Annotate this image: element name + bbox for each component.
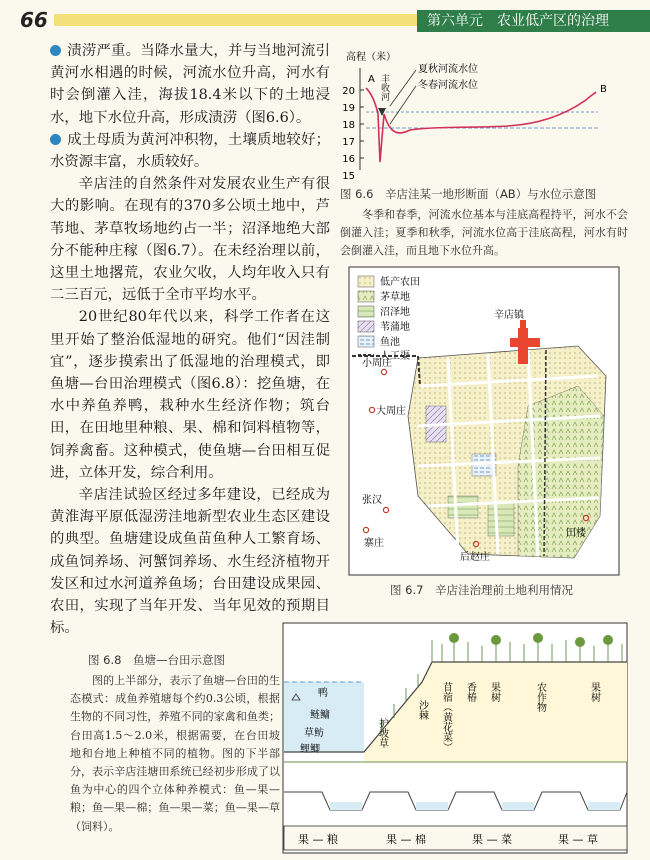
fig67-label-xindian: 辛店镇 — [494, 310, 524, 321]
fig67-legend-marsh: 沼泽地 — [380, 307, 410, 318]
fig68-label-grass-carp: 草鲂 — [304, 728, 324, 739]
paragraph-soil: 成土母质为黄河冲积物，土壤质地较好；水资源丰富，水质较好。 — [50, 131, 330, 171]
fig68-label-alfalfa: 苜蓿（黄花菜） — [440, 682, 452, 752]
fig67-label-houzhao: 后赵庄 — [460, 552, 490, 563]
fig67-label-xiaozhou: 小周庄 — [362, 358, 392, 369]
fig68-mode-fruit-cotton: 果 — 棉 — [386, 833, 426, 846]
fig67-label-zhaizhuang: 寨庄 — [364, 538, 384, 549]
fig66-label-b: B — [600, 84, 607, 95]
fig68-label-slope-grass: 护坡草 — [376, 718, 388, 748]
fig68-mode-fruit-grain: 果 — 粮 — [298, 833, 338, 846]
fig67-marsh-area-2 — [488, 502, 514, 536]
paragraph-waterlogging: 渍涝严重。当降水量大，并与当地河流引黄河水相遇的时候，河流水位升高，河水有时会倒灌入洼，海拔18.4米以下的土地浸水，地下水位升高，形成渍涝（图6.6）。 — [50, 43, 330, 126]
fig68-description: 图的上半部分，表示了鱼塘—台田的生态模式：成鱼养殖塘每个约0.3公顷，根据生物的不同习性，养殖不同的家禽和鱼类；台田高1.5～2.0米，根据需要，在台田坡地和台地上种植不同的植物。图的下半部分，表示辛店洼塘田系统已经初步形成了以鱼为中心的四个立体种养模式：鱼—果—粮；鱼—果—棉；鱼—果—菜；鱼—果—草（饲料）。 — [70, 674, 280, 833]
fig66-ylabel: 高程（米） — [346, 52, 396, 63]
fig66-tick-15: 15 — [342, 171, 355, 182]
fig68-mode-fruit-vegetable: 果 — 菜 — [472, 833, 512, 846]
header-band — [54, 14, 417, 26]
fig68-label-crops: 农作物 — [534, 682, 546, 712]
fig68-label-fruit-tree-1: 果树 — [488, 682, 500, 702]
fig66-label-a: A — [368, 74, 375, 85]
fig68-label-seabuckthorn: 沙棘 — [416, 700, 428, 720]
fig66-legend-summer: 夏秋河流水位 — [418, 64, 478, 75]
paragraph-research: 20世纪80年代以来，科学工作者在这里开始了整治低湿地的研究。他们“因洼制宜”，逐步摸索出了低湿地的治理模式，即鱼塘—台田治理模式（图6.8）：挖鱼塘，在水中养鱼养鸭，栽种水生经济作物；筑台田，在田地里种粮、果、棉和饲料植物等，饲养禽畜。这种模式，使鱼塘—台田相互促进，立体开发，综合利用。 — [50, 309, 330, 481]
fig67-legend-grass: 茅草地 — [380, 292, 410, 303]
fig66-tick-19: 19 — [342, 103, 355, 114]
unit-title: 第六单元 农业低产区的治理 — [417, 10, 650, 32]
fig66-tick-20: 20 — [342, 86, 355, 97]
paragraph-results: 辛店洼试验区经过多年建设，已经成为黄淮海平原低湿涝洼地新型农业生态区建设的典型。鱼塘建设成鱼苗鱼种人工繁育场、成鱼饲养场、河蟹饲养场、水生经济植物开发区和过水河道养鱼场；台田建设成果园、农田，实现了当年开发、当年见效的预期目标。 — [50, 487, 330, 637]
fig66-tick-18: 18 — [342, 120, 355, 131]
fig68-mode-fruit-grass: 果 — 草 — [558, 833, 598, 846]
fig67-legend-canal: 人工渠 — [380, 351, 410, 362]
fig67-marsh-area-1 — [448, 496, 478, 518]
fig67-caption: 图 6.7 辛店洼治理前土地利用情况 — [390, 583, 573, 597]
fig68-label-toona: 香椿 — [464, 682, 476, 702]
fig66-tick-16: 16 — [342, 154, 355, 165]
fig68-caption: 图 6.8 鱼塘—台田示意图 — [88, 653, 225, 667]
figure-6-6-cross-section — [338, 50, 628, 182]
paragraph-natural-conditions: 辛店洼的自然条件对发展农业生产有很大的影响。在现有的370多公顷土地中，芦苇地、茅草牧场地约占一半；沼泽地绝大部分不能种庄稼（图6.7）。在未经治理以前，这里土地撂荒，农业欠收，人均年收入只有二三百元，远低于全市平均水平。 — [50, 176, 330, 304]
fig68-label-fruit-tree-2: 果树 — [588, 682, 600, 702]
fig66-description: 冬季和春季，河流水位基本与洼底高程持平，河水不会倒灌入洼；夏季和秋季，河流水位高于洼底高程，河水有时会倒灌入洼，而且地下水位升高。 — [340, 208, 628, 258]
fig67-legend-lowyield: 低产农田 — [380, 277, 420, 288]
fig66-y-ticks — [342, 86, 355, 182]
fig67-legend-reed: 苇蒲地 — [380, 322, 410, 333]
bullet-icon — [50, 134, 61, 145]
fig66-legend-winter: 冬春河流水位 — [418, 80, 478, 91]
fig68-label-common-carp: 鲤鲫 — [300, 744, 320, 755]
bullet-icon — [50, 45, 61, 56]
fig66-terrain-profile — [366, 88, 596, 162]
fig68-label-duck: 鸭 — [318, 688, 328, 699]
figure-6-8-pond-field-diagram — [282, 622, 628, 854]
page-number: 66 — [20, 8, 48, 32]
fig67-label-tianlou: 田楼 — [566, 528, 586, 539]
fig68-label-silver-carp: 鲢鳙 — [310, 710, 330, 721]
fig67-label-dazhou: 大周庄 — [376, 406, 406, 417]
fig66-caption: 图 6.6 辛店洼某一地形断面（AB）与水位示意图 — [340, 187, 597, 201]
fig67-label-zhanghan: 张汉 — [362, 495, 382, 506]
page-header — [0, 0, 650, 42]
figure-6-7-land-use-map — [348, 266, 620, 576]
fig66-tick-17: 17 — [342, 137, 355, 148]
fig66-river-label: 丰收河 — [379, 74, 389, 101]
body-text — [50, 40, 330, 639]
fig67-legend-fishpond: 鱼池 — [380, 337, 400, 348]
